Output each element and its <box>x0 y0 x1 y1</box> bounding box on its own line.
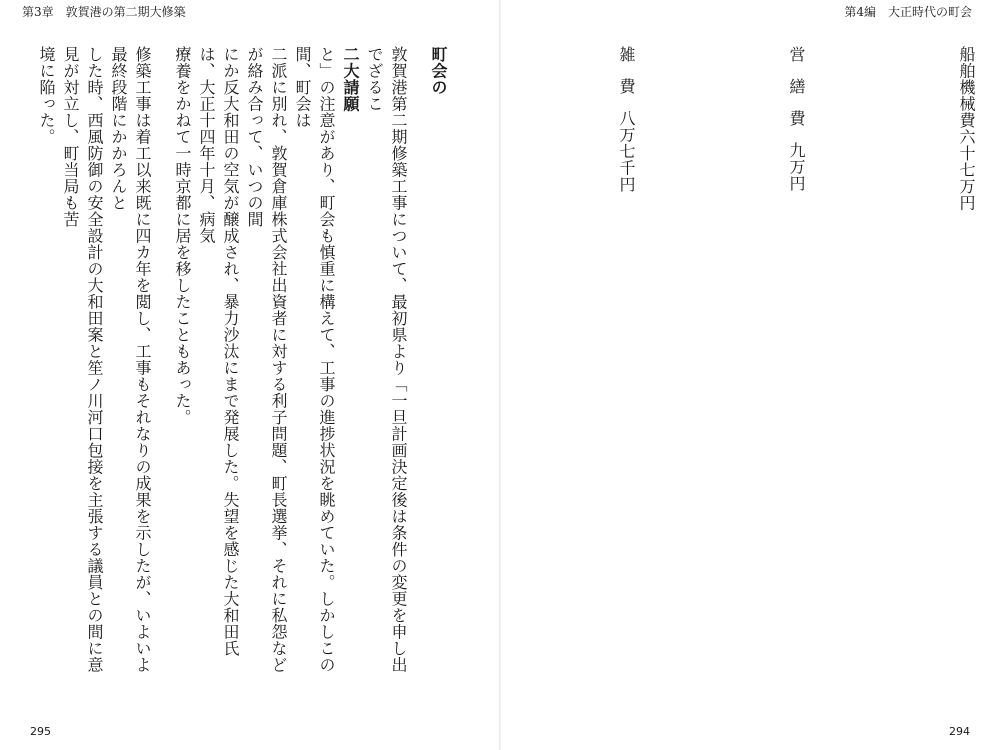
right-running-header: 第4編 大正時代の町会 <box>844 5 972 19</box>
body-line: 修築工事は着工以来既に四カ年を閲し、工事もそれなりの成果を示したが、いよいよ最終段階にかかろんと <box>109 46 152 673</box>
body-line: と」の注意があり、町会も慎重に構えて、工事の進捗状況を眺めていた。しかしこの間、町会は <box>293 46 336 673</box>
body-line: 敦賀港第二期修築工事について、最初県より「一旦計画決定後は条件の変更を申し出でざるこ <box>365 46 408 673</box>
body-line: 療養をかねて一時京都に居を移したこともあった。 <box>173 46 192 426</box>
right-page-number: 294 <box>949 725 970 738</box>
body-line: した時、西風防御の安全設計の大和田案と笙ノ川河口包接を主張する議員との間に意見が対立し、町当局も苦 <box>61 46 104 673</box>
body-line: 境に陥った。 <box>37 46 56 145</box>
budget-row: 営繕費九万円 <box>787 46 806 192</box>
body-line: 二派に別れ、敦賀倉庫株式会社出資者に対する利子問題、町長選挙、それに私怨などが絡み合って、いつの間 <box>245 46 288 673</box>
sidenote-line: 町会の <box>429 46 448 96</box>
sidenote-line: 二大請願 <box>341 46 360 112</box>
left-page-number: 295 <box>30 725 51 738</box>
body-line: にか反大和田の空気が醸成され、暴力沙汰にまで発展した。失望を感じた大和田氏は、大正十四年十月、病気 <box>197 46 240 657</box>
page-gutter <box>499 0 501 750</box>
right-page-body <box>542 46 978 686</box>
budget-row: 雑費八万七千円 <box>617 46 636 193</box>
left-running-header: 第3章 敦賀港の第二期大修築 <box>22 5 186 19</box>
left-page-body <box>22 46 450 686</box>
budget-row: 船舶機械費六十七万円 <box>957 46 976 211</box>
